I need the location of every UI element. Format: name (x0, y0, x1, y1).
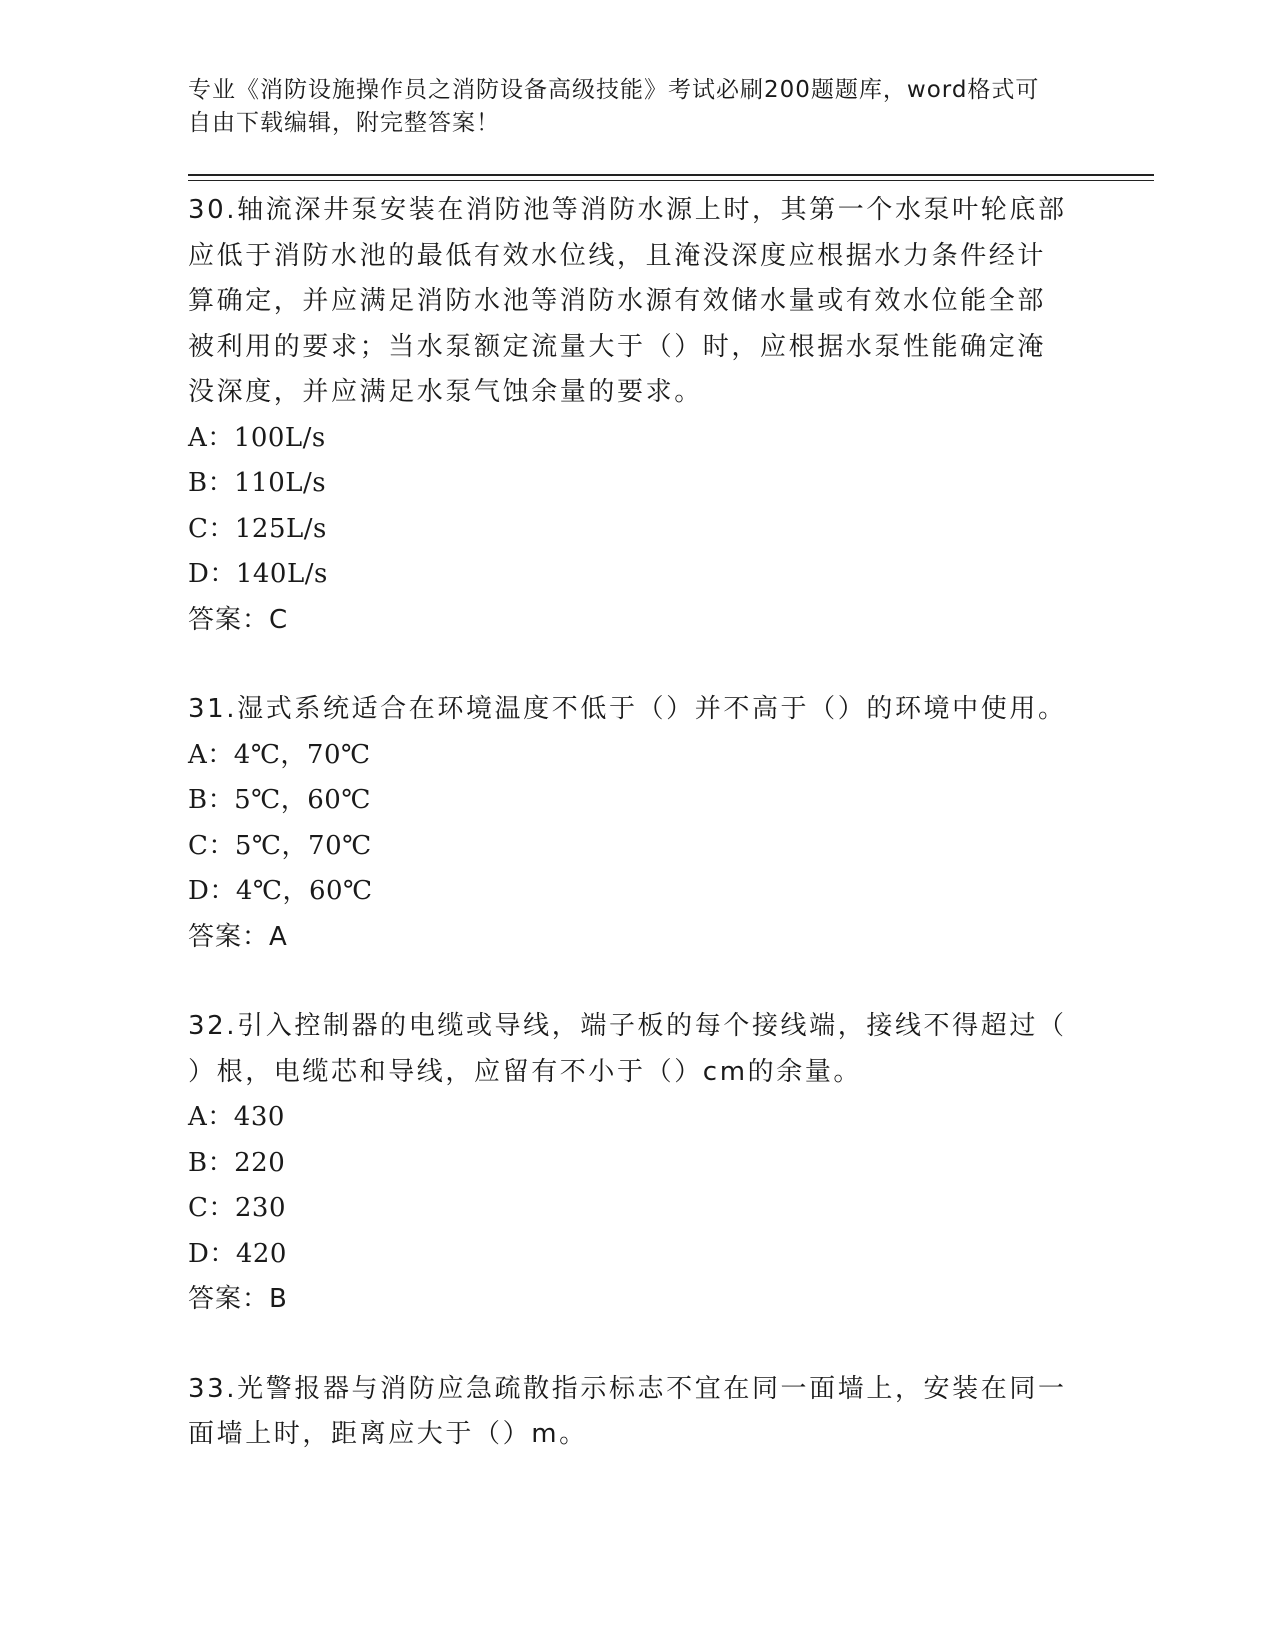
option-c: C：5℃，70℃ (188, 830, 372, 861)
header-line-2: 自由下载编辑，附完整答案！ (188, 110, 500, 136)
answer-line: 答案：A (188, 921, 288, 952)
question-stem-line: 应低于消防水池的最低有效水位线，且淹没深度应根据水力条件经计 (188, 240, 1047, 271)
question-stem-line: 被利用的要求；当水泵额定流量大于（）时，应根据水泵性能确定淹 (188, 331, 1047, 362)
question-31 (188, 687, 1088, 960)
option-d: D：420 (188, 1238, 287, 1269)
question-spacer (188, 643, 1088, 687)
question-spacer (188, 1323, 1088, 1367)
option-a: A：430 (188, 1102, 285, 1132)
option-b: B：220 (188, 1147, 286, 1178)
question-30 (188, 188, 1088, 643)
question-stem-line: 32.引入控制器的电缆或导线，端子板的每个接线端，接线不得超过（ (188, 1011, 1067, 1041)
question-list (188, 188, 1088, 1458)
answer-line: 答案：B (188, 1284, 288, 1314)
option-c: C：125L/s (188, 513, 327, 544)
question-32 (188, 1004, 1088, 1323)
header-divider-thin (188, 180, 1154, 181)
question-stem-line: ）根，电缆芯和导线，应留有不小于（）cm的余量。 (188, 1056, 863, 1087)
question-spacer (188, 960, 1088, 1004)
option-b: B：110L/s (188, 468, 327, 498)
question-stem-line: 33.光警报器与消防应急疏散指示标志不宜在同一面墙上，安装在同一 (188, 1373, 1067, 1404)
answer-line: 答案：C (188, 604, 289, 635)
option-d: D：4℃，60℃ (188, 876, 373, 906)
question-stem-line: 31.湿式系统适合在环境温度不低于（）并不高于（）的环境中使用。 (188, 694, 1067, 724)
question-33 (188, 1367, 1088, 1458)
question-stem-line: 没深度，并应满足水泵气蚀余量的要求。 (188, 377, 703, 407)
option-a: A：4℃，70℃ (188, 739, 371, 770)
option-b: B：5℃，60℃ (188, 785, 371, 815)
question-stem-line: 30.轴流深井泵安装在消防池等消防水源上时，其第一个水泵叶轮底部 (188, 195, 1067, 225)
header-divider-thick (188, 174, 1154, 176)
option-a: A：100L/s (188, 422, 326, 453)
option-c: C：230 (188, 1193, 287, 1223)
question-stem-line: 面墙上时，距离应大于（）m。 (188, 1419, 588, 1449)
document-header (188, 74, 1068, 140)
question-stem-line: 算确定，并应满足消防水池等消防水源有效储水量或有效水位能全部 (188, 286, 1047, 316)
header-line-1: 专业《消防设施操作员之消防设备高级技能》考试必刷200题题库，word格式可 (188, 77, 1040, 103)
option-d: D：140L/s (188, 559, 328, 589)
